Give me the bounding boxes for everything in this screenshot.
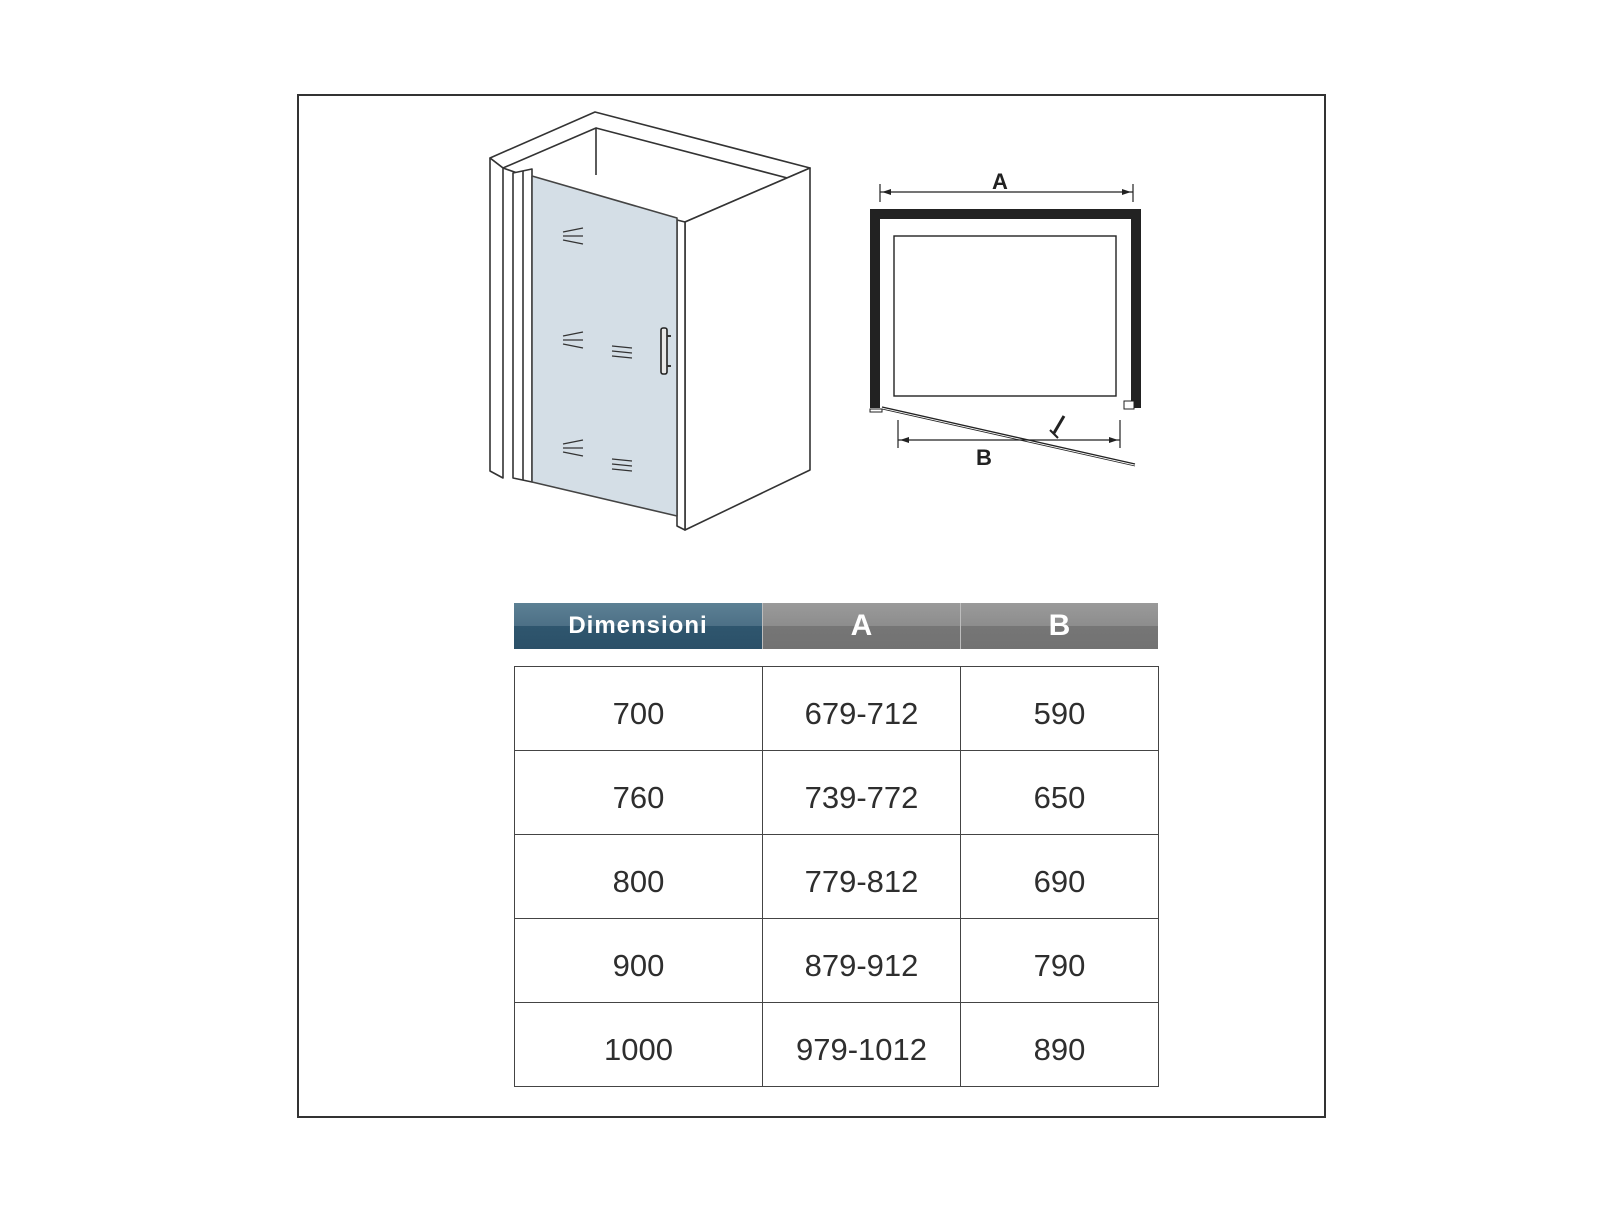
table-cell: 739-772 [763, 751, 961, 835]
header-dimensioni: Dimensioni [514, 603, 762, 649]
header-a: A [762, 603, 960, 649]
table-cell: 650 [961, 751, 1159, 835]
table-cell: 779-812 [763, 835, 961, 919]
shower-enclosure-3d [490, 112, 810, 530]
table-cell: 760 [515, 751, 763, 835]
dimension-label-b: B [976, 445, 992, 470]
table-row [515, 751, 1159, 835]
table-cell: 690 [961, 835, 1159, 919]
dimensions-table [514, 666, 1159, 1087]
table-cell: 879-912 [763, 919, 961, 1003]
table-cell: 700 [515, 667, 763, 751]
table-cell: 790 [961, 919, 1159, 1003]
dimension-label-a: A [992, 169, 1008, 194]
table-cell: 890 [961, 1003, 1159, 1087]
table-cell: 1000 [515, 1003, 763, 1087]
table-cell: 979-1012 [763, 1003, 961, 1087]
table-cell: 800 [515, 835, 763, 919]
table-row [515, 919, 1159, 1003]
table-cell: 679-712 [763, 667, 961, 751]
table-cell: 900 [515, 919, 763, 1003]
table-row [515, 835, 1159, 919]
table-row [515, 1003, 1159, 1087]
table-cell: 590 [961, 667, 1159, 751]
door-handle [661, 328, 667, 374]
glass-door [532, 176, 677, 516]
top-view-plan [870, 184, 1136, 466]
table-row [515, 667, 1159, 751]
header-b: B [960, 603, 1158, 649]
